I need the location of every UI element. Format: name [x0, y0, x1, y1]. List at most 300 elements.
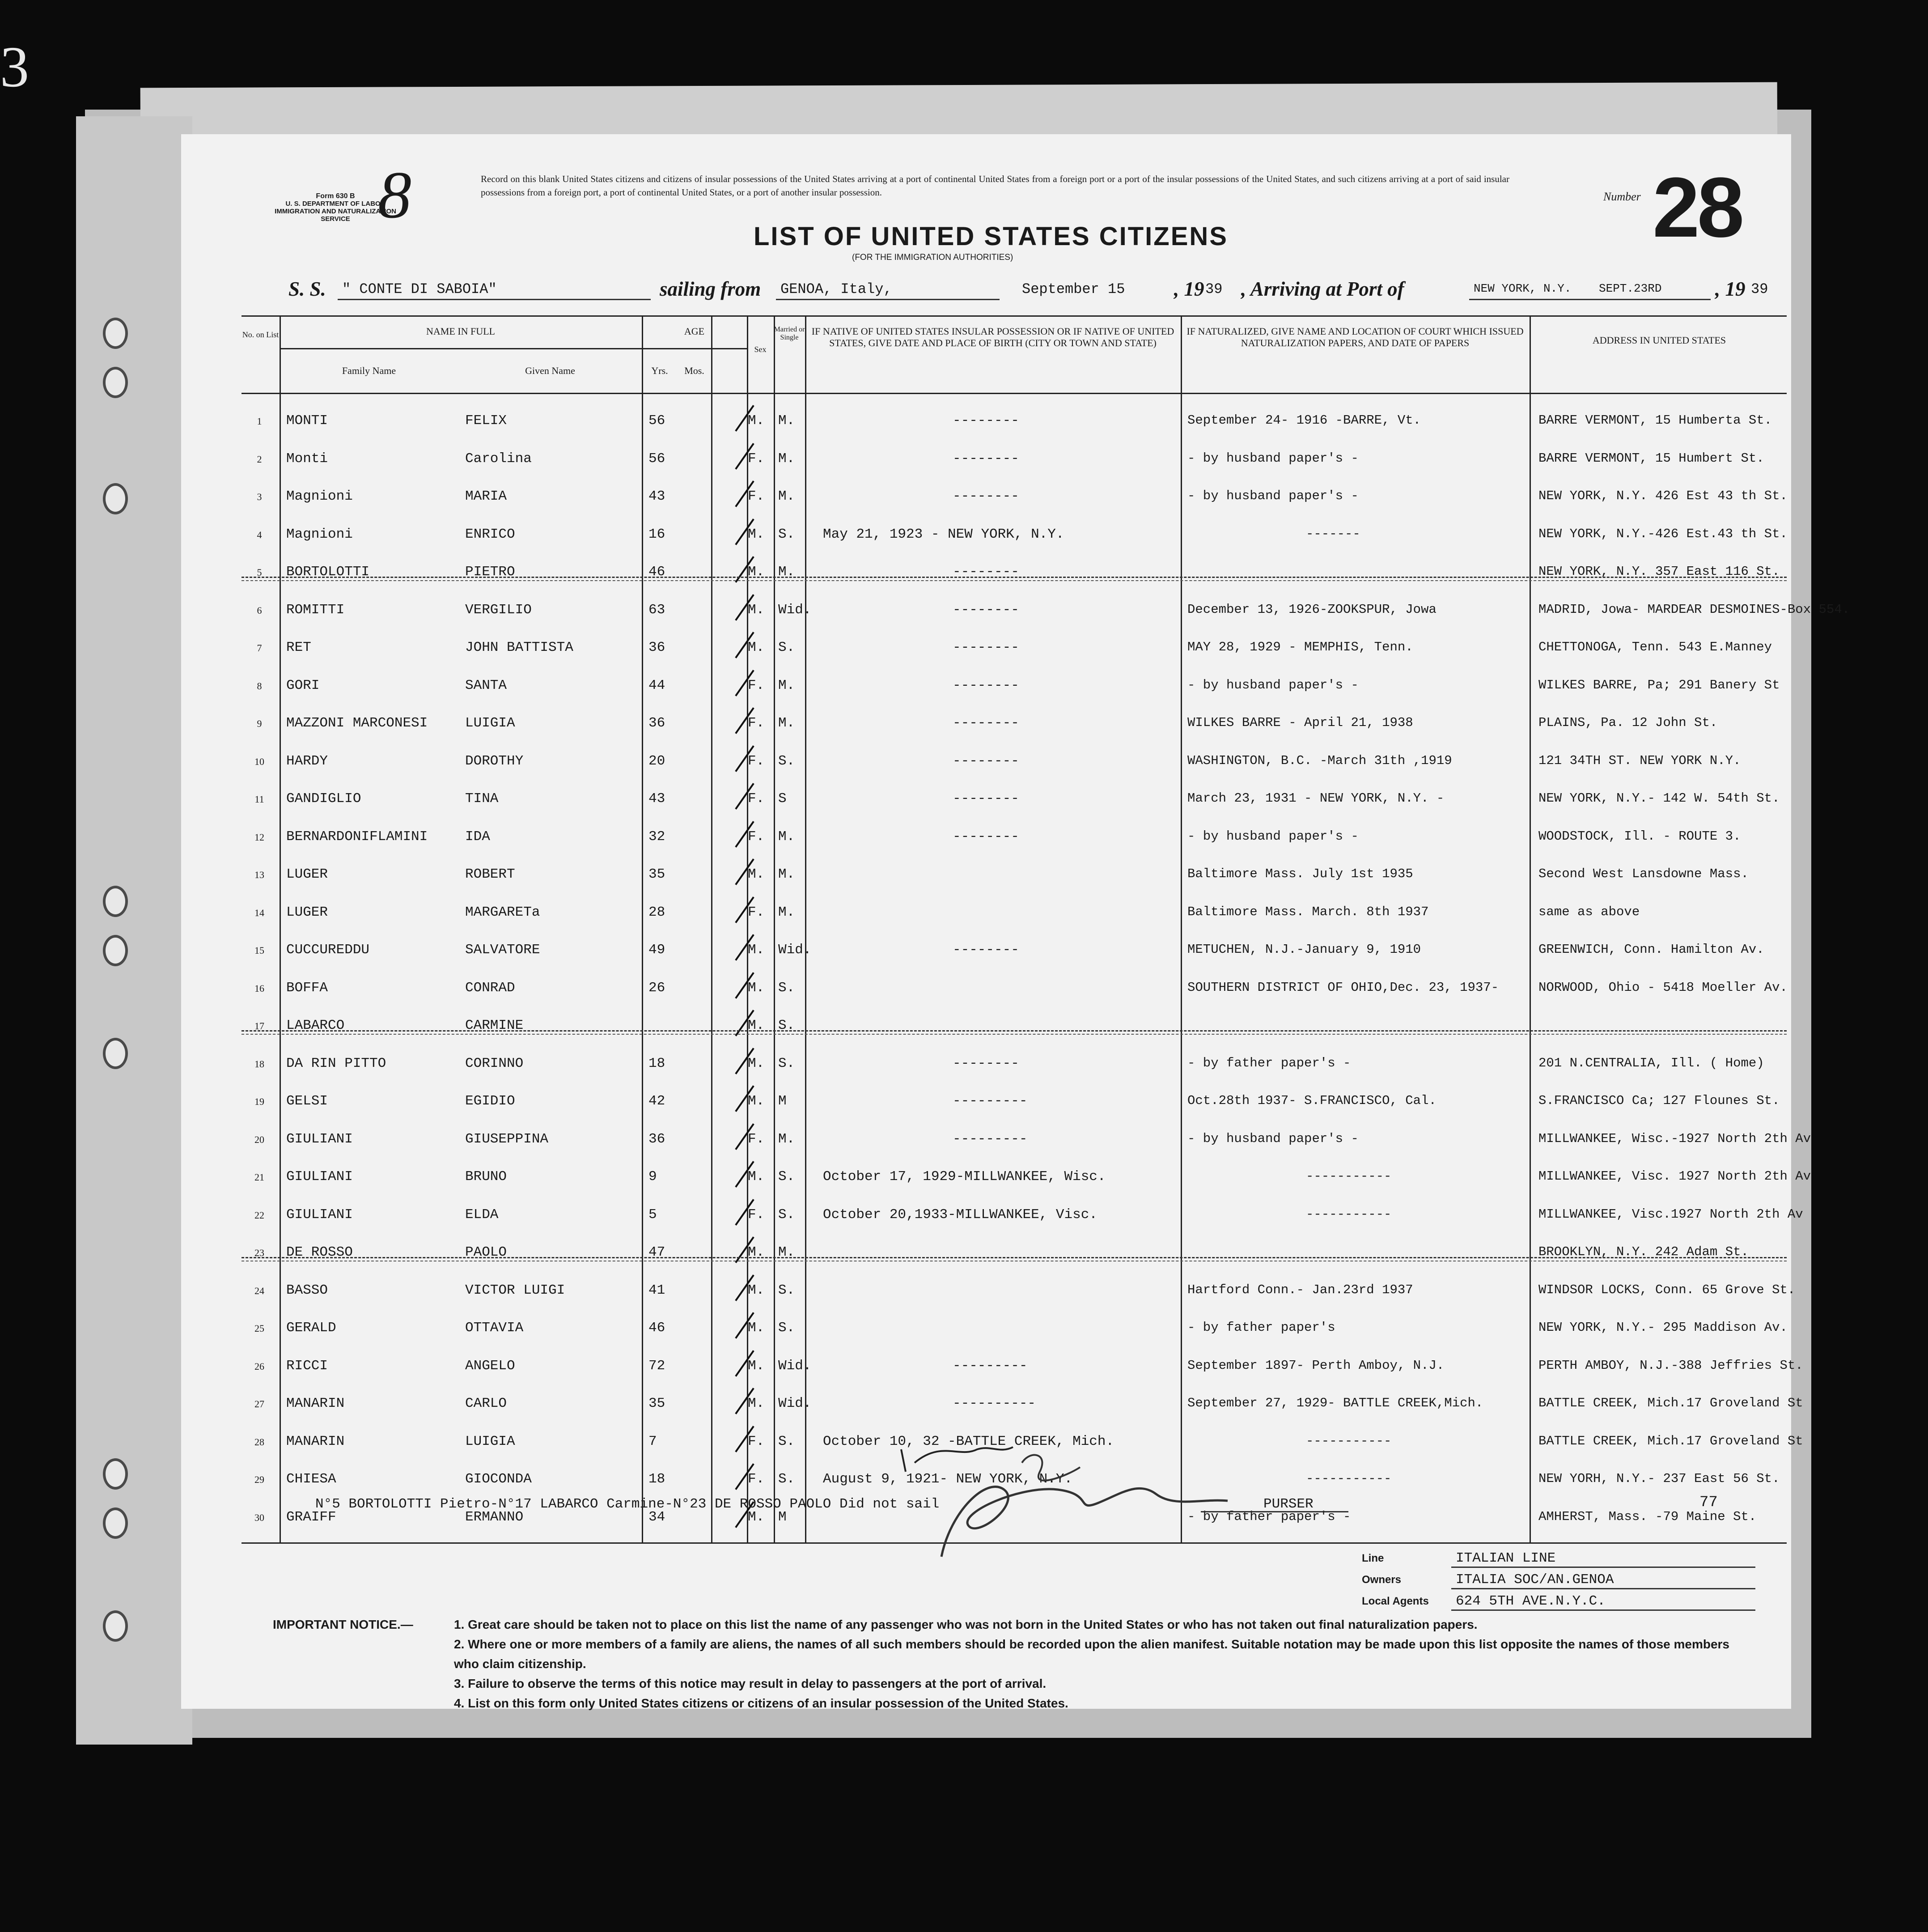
- form-identifier: [268, 192, 403, 223]
- age-years: 35: [648, 866, 665, 882]
- sex: M.: [748, 1509, 765, 1525]
- given-name: GIOCONDA: [465, 1471, 532, 1487]
- us-address: 201 N.CENTRALIA, Ill. ( Home): [1538, 1055, 1764, 1070]
- family-name: MANARIN: [286, 1433, 345, 1449]
- given-name: MARIA: [465, 488, 507, 504]
- naturalization-info: WILKES BARRE - April 21, 1938: [1187, 715, 1413, 730]
- family-name: Magnioni: [286, 488, 353, 504]
- sex: F.: [748, 1206, 765, 1223]
- us-address: MADRID, Jowa- MARDEAR DESMOINES-Box 554.: [1538, 602, 1850, 617]
- marital-status: S.: [778, 1433, 795, 1449]
- row-number: 18: [254, 1058, 264, 1070]
- row-number: 8: [257, 680, 262, 692]
- purser-signature: [888, 1422, 1290, 1570]
- us-address: BATTLE CREEK, Mich.17 Groveland St: [1538, 1396, 1803, 1410]
- family-name: RICCI: [286, 1358, 328, 1374]
- age-years: 18: [648, 1471, 665, 1487]
- given-name: MARGARETa: [465, 904, 540, 920]
- us-address: NORWOOD, Ohio - 5418 Moeller Av.: [1538, 980, 1788, 995]
- row-number: 20: [254, 1134, 264, 1145]
- naturalization-info: -----------: [1306, 1169, 1392, 1184]
- header-naturalized: IF NATURALIZED, GIVE NAME AND LOCATION OF COURT WHICH ISSUED NATURALIZATION PAPERS, AND DATE OF PAPERS: [1186, 326, 1524, 348]
- strike-through: [242, 1257, 1787, 1258]
- marital-status: M.: [778, 450, 795, 467]
- birth-info: --------: [953, 942, 1019, 958]
- arrival-date: SEPT.23RD: [1599, 282, 1662, 295]
- given-name: ENRICO: [465, 526, 515, 542]
- us-address: NEW YORK, N.Y. 426 Est 43 th St.: [1538, 488, 1788, 503]
- sailing-label: sailing from: [660, 278, 761, 300]
- header-rule: [242, 393, 1787, 394]
- departure-date: September 15: [1022, 281, 1125, 297]
- naturalization-info: March 23, 1931 - NEW YORK, N.Y. -: [1187, 791, 1445, 806]
- given-name: SANTA: [465, 677, 507, 693]
- sex: M.: [748, 526, 765, 542]
- us-address: NEW YORK, N.Y.- 142 W. 54th St.: [1538, 791, 1780, 806]
- naturalization-info: - by husband paper's -: [1187, 450, 1359, 466]
- us-address: MILLWANKEE, Wisc.-1927 North 2th Av: [1538, 1131, 1811, 1146]
- ss-label: S. S.: [288, 278, 326, 300]
- table-row: [242, 980, 1787, 1016]
- naturalization-info: SOUTHERN DISTRICT OF OHIO,Dec. 23, 1937-: [1187, 980, 1499, 995]
- page-title: LIST OF UNITED STATES CITIZENS: [754, 222, 1228, 251]
- sex: F.: [748, 1471, 765, 1487]
- header-no: No. on List: [242, 330, 279, 339]
- naturalization-info: -------: [1306, 526, 1360, 541]
- sex: F.: [748, 450, 765, 467]
- given-name: GIUSEPPINA: [465, 1131, 549, 1147]
- naturalization-info: Baltimore Mass. July 1st 1935: [1187, 866, 1413, 881]
- given-name: EGIDIO: [465, 1093, 515, 1109]
- handwritten-mark: 8: [378, 158, 411, 232]
- us-address: Second West Lansdowne Mass.: [1538, 866, 1749, 881]
- birth-info: ----------: [953, 1396, 1036, 1411]
- row-number: 21: [254, 1172, 264, 1183]
- age-years: 20: [648, 753, 665, 769]
- family-name: BORTOLOTTI: [286, 564, 370, 580]
- birth-info: --------: [953, 640, 1019, 655]
- agents-value: 624 5TH AVE.N.Y.C.: [1456, 1593, 1606, 1609]
- sex: F.: [748, 753, 765, 769]
- us-address: PERTH AMBOY, N.J.-388 Jeffries St.: [1538, 1358, 1803, 1373]
- age-years: 36: [648, 640, 665, 655]
- punch-hole: [103, 1507, 128, 1539]
- given-name: VICTOR LUIGI: [465, 1282, 565, 1298]
- age-years: 42: [648, 1093, 665, 1109]
- given-name: ROBERT: [465, 866, 515, 882]
- us-address: NEW YORK, N.Y.- 295 Maddison Av.: [1538, 1320, 1788, 1335]
- owners-label: Owners: [1362, 1574, 1402, 1586]
- row-number: 26: [254, 1360, 264, 1372]
- birth-info: August 9, 1921- NEW YORK, N.Y.: [823, 1471, 1073, 1487]
- given-name: TINA: [465, 791, 499, 807]
- sex: M.: [748, 1055, 765, 1071]
- marital-status: S.: [778, 526, 795, 542]
- us-address: BATTLE CREEK, Mich.17 Groveland St: [1538, 1433, 1803, 1448]
- age-years: 49: [648, 942, 665, 958]
- sex: M.: [748, 1282, 765, 1298]
- us-address: BROOKLYN, N.Y. 242 Adam St.: [1538, 1244, 1749, 1259]
- table-row: [242, 715, 1787, 751]
- table-row: [242, 678, 1787, 713]
- row-number: 24: [254, 1285, 264, 1296]
- naturalization-info: - by husband paper's -: [1187, 677, 1359, 692]
- row-number: 16: [254, 982, 264, 994]
- owners-rule: [1451, 1588, 1755, 1589]
- age-years: 44: [648, 677, 665, 693]
- did-not-sail-note: N°5 BORTOLOTTI Pietro-N°17 LABARCO Carmine-N°23 DE ROSSO PAOLO Did not sail: [315, 1496, 940, 1512]
- passenger-table: [242, 315, 1850, 1544]
- family-name: Magnioni: [286, 526, 353, 542]
- row-number: 14: [254, 907, 264, 918]
- age-years: 9: [648, 1169, 657, 1185]
- sex: M.: [748, 942, 765, 958]
- strike-through: [242, 1030, 1787, 1032]
- given-name: CARMINE: [465, 1018, 524, 1033]
- birth-info: October 10, 32 -BATTLE CREEK, Mich.: [823, 1433, 1114, 1449]
- line-value: ITALIAN LINE: [1456, 1550, 1556, 1566]
- year-suffix-2: 39: [1751, 281, 1768, 297]
- marital-status: M.: [778, 904, 795, 920]
- birth-info: ---------: [953, 1093, 1028, 1109]
- row-number: 6: [257, 604, 262, 616]
- table-row: [242, 1206, 1803, 1243]
- given-name: LUIGIA: [465, 715, 515, 731]
- birth-info: --------: [953, 564, 1019, 580]
- family-name: CHIESA: [286, 1471, 336, 1487]
- birth-info: --------: [953, 791, 1019, 807]
- age-years: 41: [648, 1282, 665, 1298]
- age-years: 32: [648, 828, 665, 845]
- marital-status: Wid.: [778, 602, 812, 618]
- birth-info: --------: [953, 753, 1019, 769]
- age-years: 72: [648, 1358, 665, 1374]
- sex: M.: [748, 640, 765, 655]
- line-rule: [1451, 1567, 1755, 1568]
- row-number: 27: [254, 1398, 264, 1410]
- us-address: GREENWICH, Conn. Hamilton Av.: [1538, 942, 1764, 957]
- age-years: 16: [648, 526, 665, 542]
- naturalization-info: September 24- 1916 -BARRE, Vt.: [1187, 413, 1421, 428]
- marital-status: S.: [778, 1320, 795, 1336]
- ship-name: " CONTE DI SABOIA": [342, 281, 497, 297]
- table-row: [242, 1131, 1811, 1167]
- table-row: [242, 1056, 1787, 1091]
- age-years: 56: [648, 413, 665, 429]
- table-row: [242, 866, 1787, 902]
- notice-item-4: 4. List on this form only United States citizens or citizens of an insular possession of the United States.: [454, 1696, 1068, 1710]
- list-number: 28: [1653, 160, 1742, 255]
- age-years: 63: [648, 602, 665, 618]
- table-row: [242, 488, 1787, 524]
- agents-rule: [1451, 1609, 1755, 1611]
- us-address: S.FRANCISCO Ca; 127 Flounes St.: [1538, 1093, 1780, 1108]
- table-row: [242, 1093, 1787, 1129]
- header-yrs: Yrs.: [651, 365, 668, 376]
- row-number: 7: [257, 642, 262, 654]
- birth-info: --------: [953, 715, 1019, 731]
- row-number: 4: [257, 529, 262, 540]
- arrival-rule: [1469, 299, 1711, 300]
- naturalization-info: - by father paper's -: [1187, 1509, 1351, 1524]
- family-name: RET: [286, 640, 311, 655]
- row-number: 3: [257, 491, 262, 502]
- age-years: 43: [648, 488, 665, 504]
- given-name: BRUNO: [465, 1169, 507, 1185]
- birth-info: --------: [953, 450, 1019, 467]
- age-years: 43: [648, 791, 665, 807]
- naturalization-info: -----------: [1306, 1471, 1392, 1486]
- family-name: GIULIANI: [286, 1206, 353, 1223]
- age-years: 18: [648, 1055, 665, 1071]
- naturalization-info: September 27, 1929- BATTLE CREEK,Mich.: [1187, 1396, 1483, 1410]
- voyage-line: [288, 277, 1791, 304]
- row-number: 22: [254, 1209, 264, 1221]
- us-address: NEW YORK, N.Y.-426 Est.43 th St.: [1538, 526, 1788, 541]
- age-years: 56: [648, 450, 665, 467]
- marital-status: M.: [778, 677, 795, 693]
- sex: M.: [748, 564, 765, 580]
- naturalization-info: - by husband paper's -: [1187, 1131, 1359, 1146]
- table-row: [242, 904, 1787, 940]
- strike-through: [242, 577, 1787, 578]
- sex: F.: [748, 488, 765, 504]
- header-sex: Sex: [754, 345, 767, 354]
- given-name: Carolina: [465, 450, 532, 467]
- number-label: Number: [1603, 190, 1641, 203]
- service: IMMIGRATION AND NATURALIZATION SERVICE: [275, 208, 396, 223]
- age-years: 46: [648, 564, 665, 580]
- line-owners-block: [1362, 1552, 1764, 1617]
- form-number: Form 630 B: [316, 192, 355, 200]
- us-address: AMHERST, Mass. -79 Maine St.: [1538, 1509, 1757, 1524]
- record-note: Record on this blank United States citizens and citizens of insular possessions of the United States arriving at a port of continental United States from a foreign port or a port of the insular possessions of the United States, and such citizens arriving at a port of said insular possessions from a foreign port, a port of continental United States, or a port of another insular possession.: [481, 174, 1509, 198]
- us-address: BARRE VERMONT, 15 Humberta St.: [1538, 413, 1772, 428]
- marital-status: S.: [778, 1471, 795, 1487]
- row-number: 12: [254, 831, 264, 843]
- sex: M.: [748, 1018, 765, 1033]
- table-row: [242, 1320, 1787, 1356]
- naturalization-info: December 13, 1926-ZOOKSPUR, Jowa: [1187, 602, 1436, 617]
- age-years: 36: [648, 1131, 665, 1147]
- family-name: DE ROSSO: [286, 1244, 353, 1260]
- departure-rule: [776, 299, 1000, 300]
- given-name: PAOLO: [465, 1244, 507, 1260]
- birth-info: October 17, 1929-MILLWANKEE, Wisc.: [823, 1169, 1106, 1185]
- birth-info: --------: [953, 1055, 1019, 1071]
- header-age: AGE: [684, 326, 705, 337]
- age-years: 35: [648, 1396, 665, 1411]
- family-name: CUCCUREDDU: [286, 942, 370, 958]
- marital-status: S: [778, 791, 787, 807]
- table-row: [242, 791, 1787, 827]
- naturalization-info: - by father paper's: [1187, 1320, 1335, 1335]
- sex: M.: [748, 980, 765, 996]
- year-prefix: , 19: [1174, 278, 1204, 300]
- naturalization-info: -----------: [1306, 1206, 1392, 1222]
- binder-strip: [76, 116, 192, 1745]
- birth-info: ---------: [953, 1131, 1028, 1147]
- strike-through: [242, 1034, 1787, 1035]
- family-name: HARDY: [286, 753, 328, 769]
- given-name: CORINNO: [465, 1055, 524, 1071]
- given-name: ELDA: [465, 1206, 499, 1223]
- given-name: LUIGIA: [465, 1433, 515, 1449]
- notice-heading: IMPORTANT NOTICE.—: [273, 1618, 413, 1631]
- us-address: NEW YORK, N.Y. 357 East 116 St.: [1538, 564, 1780, 579]
- strike-through: [242, 580, 1787, 581]
- table-row: [242, 829, 1787, 865]
- us-address: NEW YORH, N.Y.- 237 East 56 St.: [1538, 1471, 1780, 1486]
- corner-mark: 77: [1699, 1494, 1718, 1511]
- given-name: VERGILIO: [465, 602, 532, 618]
- row-number: 19: [254, 1096, 264, 1107]
- birth-info: --------: [953, 488, 1019, 504]
- naturalization-info: Hartford Conn.- Jan.23rd 1937: [1187, 1282, 1413, 1297]
- marital-status: S.: [778, 980, 795, 996]
- year-suffix: 39: [1205, 281, 1223, 297]
- table-row: [242, 753, 1787, 789]
- given-name: ERMANNO: [465, 1509, 524, 1525]
- age-years: 5: [648, 1206, 657, 1223]
- family-name: LUGER: [286, 904, 328, 920]
- row-number: 9: [257, 718, 262, 729]
- age-years: 36: [648, 715, 665, 731]
- birth-info: --------: [953, 677, 1019, 693]
- row-number: 11: [254, 794, 264, 805]
- marital-status: M.: [778, 1131, 795, 1147]
- family-name: MAZZONI MARCONESI: [286, 715, 428, 731]
- given-name: PIETRO: [465, 564, 515, 580]
- marital-status: M.: [778, 866, 795, 882]
- given-name: CARLO: [465, 1396, 507, 1411]
- naturalization-info: Oct.28th 1937- S.FRANCISCO, Cal.: [1187, 1093, 1436, 1108]
- family-name: GERALD: [286, 1320, 336, 1336]
- given-name: OTTAVIA: [465, 1320, 524, 1336]
- marital-status: M.: [778, 413, 795, 429]
- family-name: MONTI: [286, 413, 328, 429]
- sex: F.: [748, 904, 765, 920]
- age-years: 34: [648, 1509, 665, 1525]
- year-prefix-2: , 19: [1715, 278, 1746, 300]
- given-name: CONRAD: [465, 980, 515, 996]
- punch-hole: [103, 318, 128, 349]
- naturalization-info: September 1897- Perth Amboy, N.J.: [1187, 1358, 1445, 1373]
- margin-mark: 3: [0, 35, 29, 99]
- table-row: [242, 564, 1787, 600]
- naturalization-info: Baltimore Mass. March. 8th 1937: [1187, 904, 1429, 919]
- punch-hole: [103, 367, 128, 398]
- agents-label: Local Agents: [1362, 1595, 1429, 1607]
- family-name: MANARIN: [286, 1396, 345, 1411]
- sex: F.: [748, 1131, 765, 1147]
- birth-info: --------: [953, 413, 1019, 429]
- family-name: BERNARDONIFLAMINI: [286, 828, 428, 845]
- table-row: [242, 1169, 1811, 1205]
- naturalization-info: WASHINGTON, B.C. -March 31th ,1919: [1187, 753, 1452, 768]
- given-name: IDA: [465, 828, 490, 845]
- sex: M.: [748, 1093, 765, 1109]
- age-years: 7: [648, 1433, 657, 1449]
- table-row: [242, 602, 1850, 638]
- family-name: GELSI: [286, 1093, 328, 1109]
- us-address: WINDSOR LOCKS, Conn. 65 Grove St.: [1538, 1282, 1796, 1297]
- sex: M.: [748, 1396, 765, 1411]
- marital-status: S.: [778, 1282, 795, 1298]
- row-number: 29: [254, 1474, 264, 1485]
- punch-hole: [103, 886, 128, 917]
- marital-status: M: [778, 1509, 787, 1525]
- arrival-port: NEW YORK, N.Y.: [1474, 282, 1572, 295]
- marital-status: Wid.: [778, 1396, 812, 1411]
- table-row: [242, 451, 1787, 487]
- marital-status: S.: [778, 640, 795, 655]
- family-name: GIULIANI: [286, 1169, 353, 1185]
- row-number: 5: [257, 567, 262, 578]
- family-name: BOFFA: [286, 980, 328, 996]
- birth-info: --------: [953, 828, 1019, 845]
- family-name: LABARCO: [286, 1018, 345, 1033]
- row-number: 2: [257, 453, 262, 465]
- us-address: WILKES BARRE, Pa; 291 Banery St: [1538, 677, 1780, 692]
- family-name: GANDIGLIO: [286, 791, 361, 807]
- header-family-name: Family Name: [342, 365, 396, 376]
- us-address: WOODSTOCK, Ill. - ROUTE 3.: [1538, 828, 1741, 844]
- row-number: 30: [254, 1512, 264, 1523]
- us-address: 121 34TH ST. NEW YORK N.Y.: [1538, 753, 1741, 768]
- sex: F.: [748, 791, 765, 807]
- family-name: GRAIFF: [286, 1509, 336, 1525]
- agents-row: [1362, 1595, 1764, 1617]
- sex: M.: [748, 413, 765, 429]
- header-address: ADDRESS IN UNITED STATES: [1592, 335, 1726, 346]
- row-number: 13: [254, 869, 264, 880]
- row-number: 25: [254, 1323, 264, 1334]
- birth-info: ---------: [953, 1358, 1028, 1374]
- row-number: 17: [254, 1020, 264, 1032]
- table-row: [242, 1282, 1796, 1318]
- us-address: CHETTONOGA, Tenn. 543 E.Manney: [1538, 640, 1772, 654]
- marital-status: M.: [778, 715, 795, 731]
- table-row: [242, 1018, 1787, 1053]
- us-address: MILLWANKEE, Visc. 1927 North 2th Av: [1538, 1169, 1811, 1184]
- arriving-label: , Arriving at Port of: [1241, 278, 1404, 300]
- notice-item-1: 1. Great care should be taken not to place on this list the name of any passenger who was not born in the United States or who has not taken out final naturalization papers.: [454, 1618, 1478, 1631]
- family-name: BASSO: [286, 1282, 328, 1298]
- row-number: 1: [257, 416, 262, 427]
- naturalization-info: MAY 28, 1929 - MEMPHIS, Tenn.: [1187, 640, 1413, 654]
- sex: M.: [748, 602, 765, 618]
- ship-rule: [338, 299, 651, 300]
- punch-hole: [103, 483, 128, 514]
- birth-info: October 20,1933-MILLWANKEE, Visc.: [823, 1206, 1097, 1223]
- departure-port: GENOA, Italy,: [780, 281, 892, 297]
- header-given-name: Given Name: [525, 365, 575, 376]
- table-row: [242, 413, 1787, 449]
- age-years: 46: [648, 1320, 665, 1336]
- sex: F.: [748, 1433, 765, 1449]
- us-address: BARRE VERMONT, 15 Humbert St.: [1538, 450, 1764, 466]
- header-married: Married or Single: [774, 326, 805, 341]
- age-rule: [642, 348, 747, 349]
- punch-hole: [103, 1458, 128, 1490]
- marital-status: S.: [778, 753, 795, 769]
- sex: F.: [748, 828, 765, 845]
- sex: M.: [748, 1358, 765, 1374]
- notice-item-3: 3. Failure to observe the terms of this notice may result in delay to passengers at the port of arrival.: [454, 1677, 1047, 1690]
- age-years: 47: [648, 1244, 665, 1260]
- punch-hole: [103, 1610, 128, 1642]
